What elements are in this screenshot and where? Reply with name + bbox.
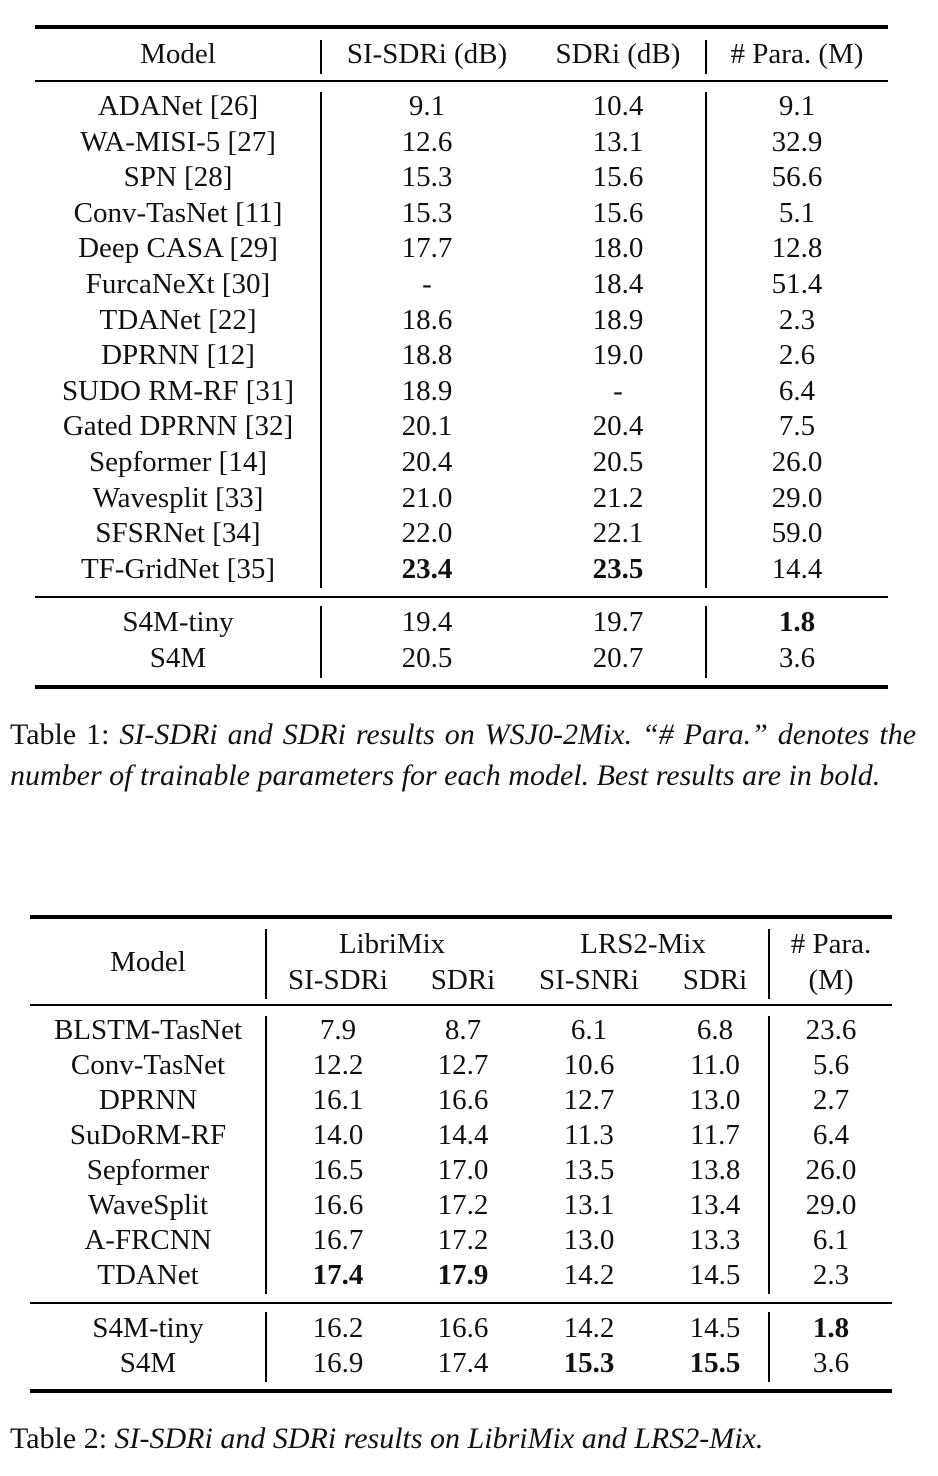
- value-cell: 20.4: [592, 410, 644, 443]
- value-cell: 15.6: [592, 161, 644, 194]
- value-cell: 12.6: [401, 125, 453, 158]
- value-cell: 15.6: [592, 196, 644, 229]
- value-cell: 12.2: [312, 1049, 364, 1081]
- model-name: Conv-TasNet [11]: [73, 196, 283, 229]
- model-name: DPRNN [12]: [101, 339, 255, 372]
- bottom-rule: [30, 1389, 892, 1393]
- value-cell: 1.8: [778, 606, 816, 638]
- value-cell: 19.4: [401, 606, 453, 638]
- value-cell: 7.9: [319, 1014, 357, 1046]
- value-cell: 22.1: [592, 517, 644, 550]
- model-name: WA-MISI-5 [27]: [80, 125, 276, 158]
- model-name: S4M: [149, 642, 207, 674]
- value-cell: 5.6: [812, 1049, 850, 1081]
- value-cell: 3.6: [778, 642, 816, 674]
- value-cell: 2.3: [778, 303, 816, 336]
- subheader-cell: SDRi: [682, 964, 748, 996]
- value-cell: 20.4: [401, 446, 453, 478]
- value-cell: 15.3: [401, 161, 453, 194]
- value-cell: 18.4: [592, 268, 644, 300]
- table-1-caption-label: Table 1:: [10, 718, 120, 751]
- value-cell: 13.5: [563, 1154, 615, 1186]
- table-2-caption: [10, 1418, 916, 1459]
- group-header: LRS2-Mix: [580, 928, 706, 960]
- subheader-cell: SI-SNRi: [539, 964, 639, 996]
- value-cell: 2.3: [812, 1259, 850, 1291]
- header-rule: [35, 80, 888, 82]
- value-cell: 12.7: [563, 1084, 615, 1116]
- model-name: SuDoRM-RF: [69, 1119, 227, 1151]
- value-cell: 15.3: [401, 196, 453, 229]
- value-cell: 29.0: [771, 481, 823, 514]
- value-cell: 51.4: [771, 268, 823, 300]
- value-cell: 18.6: [401, 303, 453, 336]
- value-cell: 13.3: [689, 1224, 741, 1256]
- mid-rule: [35, 596, 888, 598]
- header-cell: SI-SDRi (dB): [346, 38, 508, 70]
- value-cell: 13.0: [563, 1224, 615, 1256]
- table-1-caption: [10, 714, 916, 796]
- header-cell: # Para.: [790, 928, 872, 960]
- value-cell: -: [613, 374, 623, 407]
- column-divider: [768, 1312, 770, 1382]
- value-cell: 13.8: [689, 1154, 741, 1186]
- header-cell: (M): [808, 964, 854, 996]
- value-cell: 23.4: [401, 552, 453, 585]
- model-name: FurcaNeXt [30]: [85, 268, 271, 300]
- value-cell: 23.6: [805, 1014, 857, 1046]
- value-cell: 23.5: [592, 552, 644, 585]
- value-cell: 7.5: [778, 410, 816, 443]
- value-cell: 21.0: [401, 481, 453, 514]
- top-rule: [30, 915, 892, 919]
- column-divider: [320, 606, 322, 678]
- top-rule: [35, 25, 888, 29]
- header-cell: Model: [110, 946, 186, 978]
- value-cell: 12.7: [437, 1049, 489, 1081]
- subheader-cell: SI-SDRi: [288, 964, 388, 996]
- value-cell: 8.7: [444, 1014, 482, 1046]
- column-divider: [705, 606, 707, 678]
- value-cell: 17.9: [437, 1259, 489, 1291]
- value-cell: 2.7: [812, 1084, 850, 1116]
- model-name: Conv-TasNet: [70, 1049, 226, 1081]
- table-2-caption-text: SI-SDRi and SDRi results on LibriMix and LRS2-Mix.: [114, 1422, 764, 1455]
- value-cell: 17.7: [401, 232, 453, 265]
- value-cell: 5.1: [778, 196, 816, 229]
- value-cell: 19.0: [592, 339, 644, 372]
- value-cell: 6.8: [696, 1014, 734, 1046]
- value-cell: 16.6: [437, 1312, 489, 1344]
- group-header: LibriMix: [338, 928, 446, 960]
- model-name: Wavesplit [33]: [92, 481, 264, 514]
- mid-rule: [30, 1302, 892, 1304]
- value-cell: 17.0: [437, 1154, 489, 1186]
- value-cell: 20.5: [401, 642, 453, 674]
- value-cell: 15.3: [563, 1347, 615, 1379]
- value-cell: 59.0: [771, 517, 823, 550]
- value-cell: 9.1: [778, 90, 816, 122]
- column-divider: [705, 92, 707, 588]
- value-cell: 20.1: [401, 410, 453, 443]
- value-cell: 10.6: [563, 1049, 615, 1081]
- value-cell: 14.2: [563, 1312, 615, 1344]
- value-cell: 13.1: [563, 1189, 615, 1221]
- value-cell: -: [422, 268, 432, 300]
- value-cell: 3.6: [812, 1347, 850, 1379]
- value-cell: 11.7: [690, 1119, 740, 1151]
- subheader-cell: SDRi: [430, 964, 496, 996]
- model-name: S4M-tiny: [122, 606, 234, 638]
- value-cell: 15.5: [689, 1347, 741, 1379]
- model-name: S4M: [119, 1347, 177, 1379]
- value-cell: 6.4: [778, 374, 816, 407]
- value-cell: 29.0: [805, 1189, 857, 1221]
- model-name: TF-GridNet [35]: [80, 552, 276, 585]
- value-cell: 13.0: [689, 1084, 741, 1116]
- model-name: A-FRCNN: [84, 1224, 212, 1256]
- value-cell: 14.5: [689, 1312, 741, 1344]
- column-divider: [705, 40, 707, 74]
- value-cell: 17.4: [437, 1347, 489, 1379]
- value-cell: 19.7: [592, 606, 644, 638]
- value-cell: 11.3: [564, 1119, 614, 1151]
- column-divider: [320, 40, 322, 74]
- value-cell: 26.0: [771, 446, 823, 478]
- value-cell: 6.4: [812, 1119, 850, 1151]
- value-cell: 18.8: [401, 339, 453, 372]
- model-name: SFSRNet [34]: [95, 517, 261, 550]
- value-cell: 13.1: [592, 125, 644, 158]
- value-cell: 56.6: [771, 161, 823, 194]
- value-cell: 2.6: [778, 339, 816, 372]
- value-cell: 32.9: [771, 125, 823, 158]
- column-divider: [768, 929, 770, 999]
- value-cell: 1.8: [812, 1312, 850, 1344]
- header-cell: SDRi (dB): [555, 38, 681, 70]
- table-1-caption-text: SI-SDRi and SDRi results on WSJ0-2Mix. “# Para.” denotes the number of trainable parameters for each model. Best results are in bold.: [10, 718, 917, 792]
- value-cell: 18.9: [592, 303, 644, 336]
- value-cell: 14.4: [771, 552, 823, 585]
- value-cell: 17.2: [437, 1224, 489, 1256]
- value-cell: 6.1: [812, 1224, 850, 1256]
- model-name: Sepformer [14]: [89, 446, 267, 478]
- value-cell: 22.0: [401, 517, 453, 550]
- value-cell: 16.1: [312, 1084, 364, 1116]
- value-cell: 16.6: [312, 1189, 364, 1221]
- value-cell: 14.4: [437, 1119, 489, 1151]
- value-cell: 11.0: [690, 1049, 740, 1081]
- model-name: S4M-tiny: [92, 1312, 204, 1344]
- column-divider: [768, 1016, 770, 1294]
- value-cell: 16.2: [312, 1312, 364, 1344]
- column-divider: [265, 929, 267, 999]
- value-cell: 10.4: [592, 90, 644, 122]
- value-cell: 16.5: [312, 1154, 364, 1186]
- table-2-caption-label: Table 2:: [10, 1422, 115, 1455]
- value-cell: 14.2: [563, 1259, 615, 1291]
- value-cell: 20.7: [592, 642, 644, 674]
- model-name: Sepformer: [86, 1154, 210, 1186]
- column-divider: [265, 1312, 267, 1382]
- model-name: WaveSplit: [87, 1189, 209, 1221]
- value-cell: 17.2: [437, 1189, 489, 1221]
- value-cell: 21.2: [592, 481, 644, 514]
- model-name: DPRNN: [98, 1084, 198, 1116]
- value-cell: 16.9: [312, 1347, 364, 1379]
- model-name: TDANet: [97, 1259, 199, 1291]
- value-cell: 18.9: [401, 374, 453, 407]
- model-name: SUDO RM-RF [31]: [61, 374, 295, 407]
- value-cell: 16.6: [437, 1084, 489, 1116]
- bottom-rule: [35, 685, 888, 689]
- value-cell: 17.4: [312, 1259, 364, 1291]
- header-cell: # Para. (M): [730, 38, 864, 70]
- model-name: BLSTM-TasNet: [53, 1014, 243, 1046]
- header-rule: [30, 1004, 892, 1006]
- value-cell: 18.0: [592, 232, 644, 265]
- model-name: ADANet [26]: [97, 90, 259, 122]
- value-cell: 14.0: [312, 1119, 364, 1151]
- column-divider: [265, 1016, 267, 1294]
- value-cell: 6.1: [570, 1014, 608, 1046]
- value-cell: 16.7: [312, 1224, 364, 1256]
- header-cell: Model: [140, 38, 216, 70]
- value-cell: 9.1: [408, 90, 446, 122]
- model-name: Gated DPRNN [32]: [62, 410, 294, 443]
- model-name: TDANet [22]: [99, 303, 257, 336]
- model-name: Deep CASA [29]: [78, 232, 278, 265]
- column-divider: [320, 92, 322, 588]
- value-cell: 26.0: [805, 1154, 857, 1186]
- value-cell: 20.5: [592, 446, 644, 478]
- value-cell: 14.5: [689, 1259, 741, 1291]
- value-cell: 13.4: [689, 1189, 741, 1221]
- value-cell: 12.8: [771, 232, 823, 265]
- model-name: SPN [28]: [123, 161, 233, 194]
